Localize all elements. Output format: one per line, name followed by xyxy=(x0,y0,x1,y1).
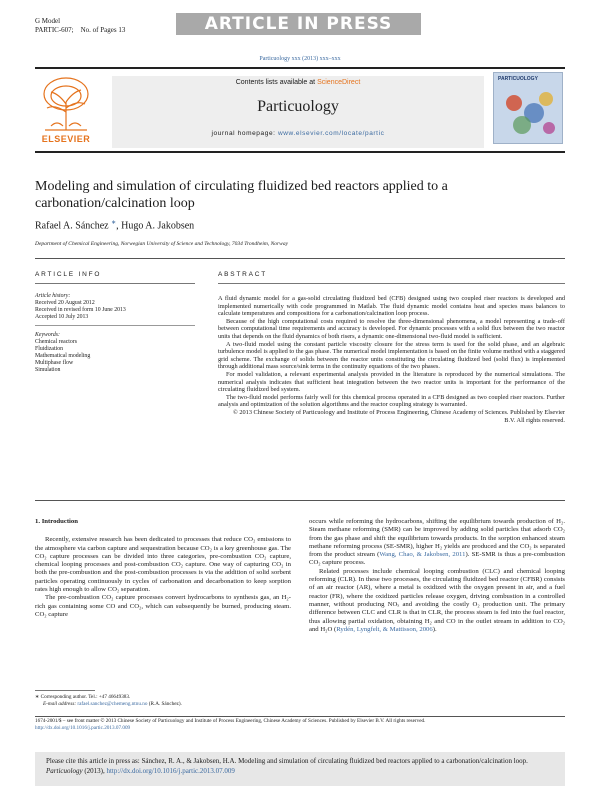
paragraph-text: ). xyxy=(432,625,437,633)
abstract-paragraph: For model validation, a relevant experimental analysis provided in the literature is reproduced by the numerical simulations. The numerical analysis indicates that sufficient heat integration between the two reactor units is important for the performance of the circulating fluidized bed system. xyxy=(218,370,565,394)
corresponding-author-mark[interactable]: ∗ xyxy=(111,220,117,226)
page-count: No. of Pages 13 xyxy=(80,26,126,34)
keyword: Fluidization xyxy=(35,346,64,352)
article-history xyxy=(35,293,195,321)
footnote-rule xyxy=(35,690,95,691)
keyword: Simulation xyxy=(35,367,61,373)
author-list xyxy=(35,219,194,231)
abstract-paragraph: The two-fluid model performs fairly well for this chemical process operated in a CFB designed as two coupled riser reactors. Further analysis and optimization of the solution algorithms and the reactor coupling strategy is warranted. xyxy=(218,393,565,409)
corresponding-author-note: ∗ Corresponding author. Tel.: +47 46649383. xyxy=(35,694,131,700)
publisher-name: ELSEVIER xyxy=(41,134,91,144)
keywords-block xyxy=(35,332,195,374)
header-rule-bottom xyxy=(35,151,565,153)
contents-prefix: Contents lists available at xyxy=(235,79,316,86)
sciencedirect-link[interactable]: ScienceDirect xyxy=(317,79,361,86)
author-name: Rafael A. Sánchez xyxy=(35,220,109,232)
body-paragraph xyxy=(309,518,565,568)
cover-art-icon xyxy=(494,73,563,144)
journal-cover-image xyxy=(493,72,563,144)
footnote xyxy=(35,694,291,708)
citation-year: (2013), xyxy=(84,766,105,775)
body-paragraph: Recently, extensive research has been dedicated to processes that reduce CO₂ emissions to the atmosphere via carbon capture and sequestration because CO₂ is a key greenhouse gas. The CO₂ capture processes can be divided into three categories, pre-combustion CO₂ capture, chemical looping processes and post-combustion CO₂ capture. One way of capturing CO₂ in both the pre-combustion and the post-combustion processes is via the addition of solid sorbent particles operating continuously in cycles of carbonation and decarbonation to keep sorption rates high enough to allow CO₂ separation. xyxy=(35,536,291,594)
journal-name: Particuology xyxy=(257,98,339,115)
article-info-rule xyxy=(35,283,195,284)
paragraph-text: ). SE-SMR is thus a pre-combustion CO₂ capture process. xyxy=(309,551,565,567)
article-info-heading: ARTICLE INFO xyxy=(35,271,102,278)
author-separator: , xyxy=(116,220,119,232)
paragraph-text: occurs while reforming the hydrocarbons, shifting the equilibrium towards production of H₂. Steam methane reforming (SMR) can be improved by adding solid particles that adsorb CO₂ from the gas phase and shift the equilibrium towards products. In the sorption enhanced steam methane reforming process (SE-SMR), higher H₂ yields are produced and the CO₂ is separated from the product stream ( xyxy=(309,518,565,559)
journal-citation-link[interactable]: Particuology xxx (2013) xxx–xxx xyxy=(259,56,341,62)
keyword: Multiphase flow xyxy=(35,360,74,366)
citation-doi-link[interactable]: http://dx.doi.org/10.1016/j.partic.2013.07.009 xyxy=(106,766,235,775)
body-paragraph xyxy=(309,568,565,634)
citation-link[interactable]: Wang, Chao, & Jakobsen, 2011 xyxy=(379,551,466,559)
received-date: Received 20 August 2012 xyxy=(35,300,95,306)
accepted-date: Accepted 10 July 2013 xyxy=(35,314,89,320)
body-paragraph: The pre-combustion CO₂ capture processes convert hydrocarbons to synthesis gas, an H₂-rich gas containing some CO and CO₂, which can subsequently be burned, producing steam. CO₂ capture xyxy=(35,594,291,618)
history-label: Article history: xyxy=(35,293,71,299)
contents-line xyxy=(112,79,484,86)
paragraph-text: Related processes include chemical looping combustion (CLC) and chemical looping reforming (CLR). In these two processes, the circulating fluidized bed reactor (CFBR) consists of an air reactor (AR), where a metal is oxidized with the oxygen present in air, and a fuel reactor (FR), where the oxidized particles release oxygen, driving combustion in a controlled manner, without producing NOₓ and avoiding the costly O₂ production unit. The primary difference between CLC and CLR is that in CLR, the process steam is fed into the fuel reactor, thus allowing partial oxidation, obtaining H₂ and CO in the outlet stream in addition to CO₂ and H₂O ( xyxy=(309,567,565,633)
keyword: Chemical reactors xyxy=(35,339,78,345)
elsevier-tree-logo-icon xyxy=(37,72,95,134)
copyright-notice: © 2013 Chinese Society of Particuology and Institute of Process Engineering, Chinese Academy of Sciences. Published by Elsevier B.V. All rights reserved. xyxy=(233,408,565,424)
keywords-label: Keywords: xyxy=(35,332,60,338)
abstract-heading: ABSTRACT xyxy=(218,271,268,278)
author-name: Hugo A. Jakobsen xyxy=(121,220,195,232)
abstract-rule xyxy=(218,283,565,284)
model-label: G Model xyxy=(35,17,61,25)
keyword: Mathematical modeling xyxy=(35,353,91,359)
homepage-link[interactable]: www.elsevier.com/locate/partic xyxy=(277,130,385,137)
issn-line: 1674-2001/$ – see front matter © 2013 Chinese Society of Particuology and Institute of Process Engineering, Chinese Academy of Sciences. Published by Elsevier B.V. All rights reserved. xyxy=(35,718,426,724)
homepage-label: journal homepage: xyxy=(211,130,276,137)
abstract-body xyxy=(218,295,565,424)
article-code: PARTIC-607; xyxy=(35,26,74,34)
section-rule xyxy=(35,258,565,259)
journal-homepage xyxy=(112,130,484,137)
right-column xyxy=(309,518,565,634)
cover-title: PARTICUOLOGY xyxy=(498,76,538,82)
affiliation: Department of Chemical Engineering, Norwegian University of Science and Technology, 7034 Trondheim, Norway xyxy=(35,241,289,247)
abstract-paragraph: Because of the high computational costs required to resolve the three-dimensional phenomena, a model representing a trade-off between computational time requirements and accuracy is developed. For dynamic processes with a solid flux between the two reactor units that depends on the fluid dynamics of both risers, a dynamic one-dimensional two-fluid model is sufficient. xyxy=(218,317,565,340)
article-title: Modeling and simulation of circulating fluidized bed reactors applied to a carbonation/calcination loop xyxy=(35,179,448,211)
email-label: E-mail address: xyxy=(43,701,77,707)
citation-text xyxy=(46,757,556,776)
citation-link[interactable]: Rydén, Lyngfelt, & Mattisson, 2006 xyxy=(336,625,433,633)
footer-rule xyxy=(35,716,565,717)
abstract-paragraph: A fluid dynamic model for a gas-solid circulating fluidized bed (CFB) designed using two coupled riser reactors is developed and implemented numerically with code programmed in Matlab. The fluid dynamic model contains heat and species mass balances to calculate temperatures and compositions for a carbonation/calcination loop process. xyxy=(218,295,565,318)
email-suffix: (R.A. Sánchez). xyxy=(148,701,182,707)
email-link[interactable]: rafael.sanchez@chemeng.ntnu.no xyxy=(77,701,148,707)
article-in-press-banner: ARTICLE IN PRESS xyxy=(176,13,421,35)
doi-link[interactable]: http://dx.doi.org/10.1016/j.partic.2013.07.009 xyxy=(35,725,131,731)
keywords-rule xyxy=(35,325,195,326)
left-column xyxy=(35,518,291,619)
header-rule-top xyxy=(35,67,565,69)
section-title: 1. Introduction xyxy=(35,518,78,525)
abstract-paragraph: A two-fluid model using the constant particle viscosity closure for the stress term is used for the solid phase, and an algebraic turbulence model is applied to the gas phase. The numerical model implementation is based on the finite volume method with a staggered grid scheme. The exchange of solids between the reactor units constituting the circulating fluidized bed (solid flux) is implemented through additional mass source/sink terms in the continuity equations of the two phases. xyxy=(218,340,565,371)
running-header xyxy=(35,17,125,35)
citation-prefix: Please cite this article in press as: Sánchez, R. A., & Jakobsen, H.A. Modeling and simulation of circulating fluidized bed reactors applied to a carbonation/calcination loop. xyxy=(46,757,528,765)
issn-block xyxy=(35,718,565,732)
abstract-end-rule xyxy=(35,500,565,501)
revised-date: Received in revised form 10 June 2013 xyxy=(35,307,126,313)
citation-journal: Particuology xyxy=(46,766,83,775)
